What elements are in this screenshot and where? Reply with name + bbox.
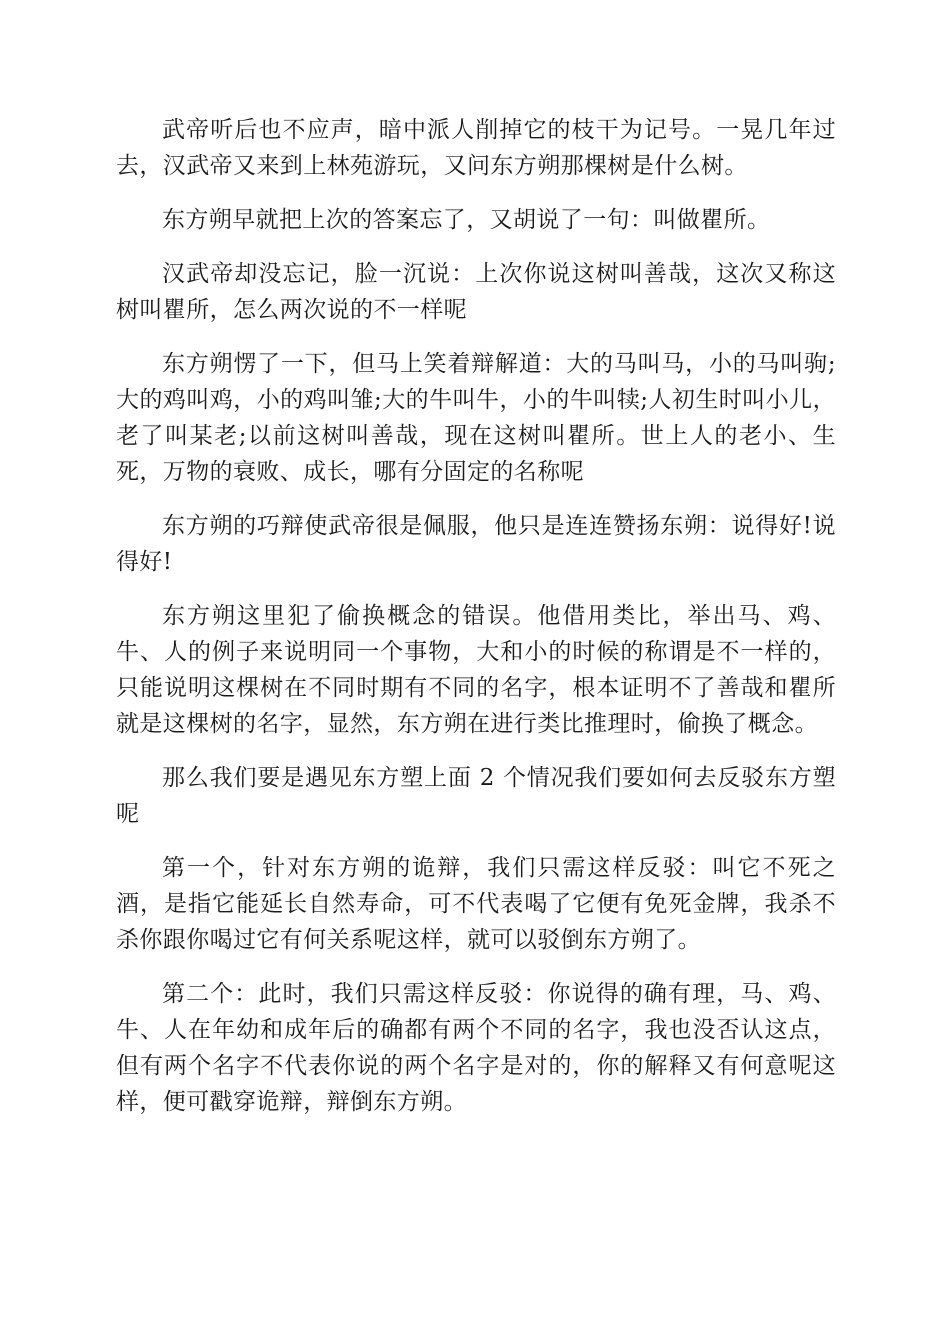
paragraph-5: 东方朔的巧辩使武帝很是佩服，他只是连连赞扬东朔：说得好!说得好!	[116, 513, 836, 575]
paragraph-8: 第一个，针对东方朔的诡辩，我们只需这样反驳：叫它不死之酒，是指它能延长自然寿命，可不代表喝了它便有免死金牌，我杀不杀你跟你喝过它有何关系呢这样，就可以驳倒东方朔了。	[116, 855, 836, 953]
paragraph-4: 东方朔愣了一下，但马上笑着辩解道：大的马叫马，小的马叫驹;大的鸡叫鸡，小的鸡叫雏;大的牛叫牛，小的牛叫犊;人初生时叫小儿，老了叫某老;以前这树叫善哉，现在这树叫瞿所。世上人的老小、生死，万物的衰败、成长，哪有分固定的名称呢	[116, 351, 836, 485]
paragraph-6: 东方朔这里犯了偷换概念的错误。他借用类比，举出马、鸡、牛、人的例子来说明同一个事物，大和小的时候的称谓是不一样的，只能说明这棵树在不同时期有不同的名字，根本证明不了善哉和瞿所就是这棵树的名字，显然，东方朔在进行类比推理时，偷换了概念。	[116, 603, 836, 737]
paragraph-9: 第二个：此时，我们只需这样反驳：你说得的确有理，马、鸡、牛、人在年幼和成年后的确都有两个不同的名字，我也没否认这点，但有两个名字不代表你说的两个名字是对的，你的解释又有何意呢这样，便可戳穿诡辩，辩倒东方朔。	[116, 981, 836, 1115]
paragraph-2: 东方朔早就把上次的答案忘了，又胡说了一句：叫做瞿所。	[162, 207, 771, 233]
paragraph-1: 武帝听后也不应声，暗中派人削掉它的枝干为记号。一晃几年过去，汉武帝又来到上林苑游玩，又问东方朔那棵树是什么树。	[116, 117, 836, 179]
document-body	[116, 112, 836, 1138]
paragraph-3: 汉武帝却没忘记，脸一沉说：上次你说这树叫善哉，这次又称这树叫瞿所，怎么两次说的不一样呢	[116, 261, 836, 323]
paragraph-7: 那么我们要是遇见东方塑上面 2 个情况我们要如何去反驳东方塑呢	[116, 765, 836, 827]
